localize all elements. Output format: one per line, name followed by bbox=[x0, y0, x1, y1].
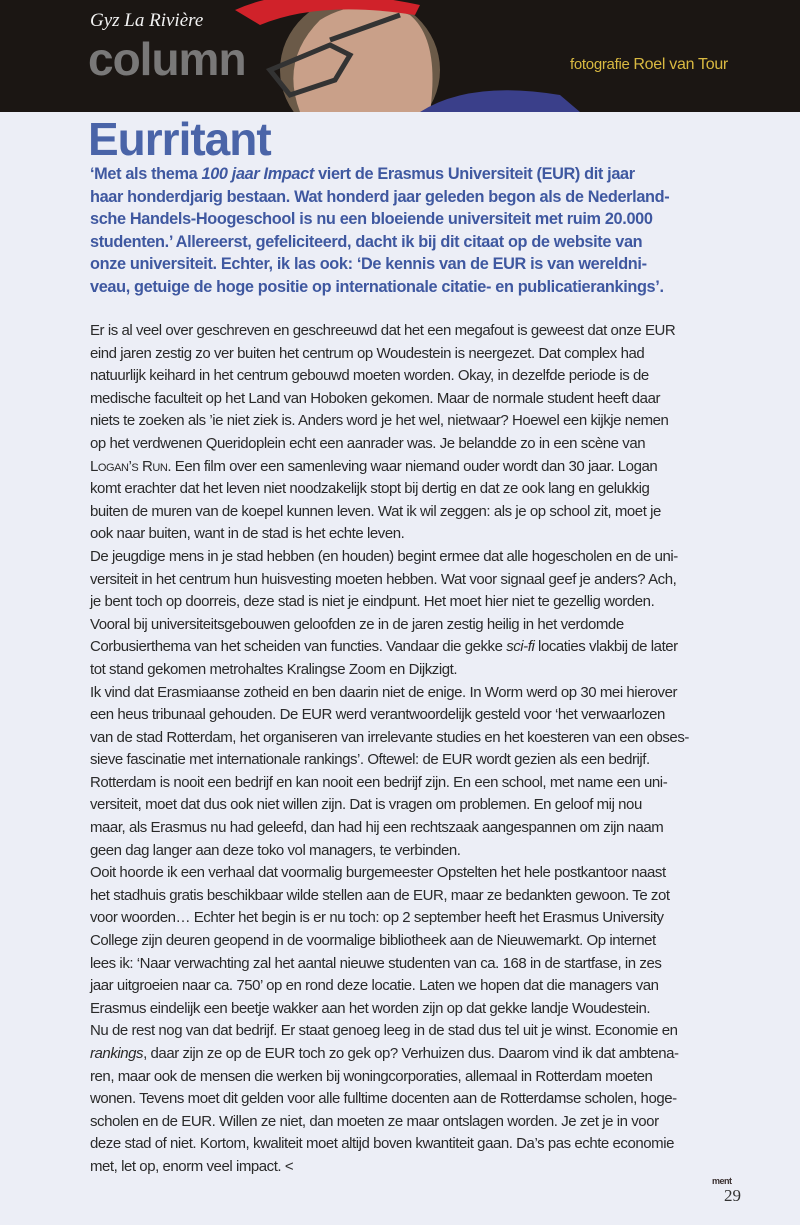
article-title: Eurritant bbox=[88, 113, 271, 165]
text-segment: ‘Met als thema bbox=[90, 165, 202, 183]
text-line bbox=[90, 1020, 689, 1043]
text-line bbox=[90, 546, 689, 569]
text-segment: tot stand gekomen metrohaltes Kralingse Zoom en Dijkzigt. bbox=[90, 660, 458, 678]
text-segment: College zijn deuren geopend in de voormalige bibliotheek aan de Nieuwemarkt. Op internet bbox=[90, 932, 656, 950]
header-photo-banner bbox=[0, 0, 800, 112]
text-line bbox=[90, 885, 689, 908]
text-line bbox=[90, 1133, 689, 1156]
text-line bbox=[90, 614, 689, 637]
italic-text: 100 jaar Impact bbox=[201, 165, 314, 183]
text-line bbox=[90, 1043, 689, 1066]
article-body bbox=[90, 320, 689, 1179]
text-line bbox=[90, 794, 689, 817]
text-segment: voor woorden… Echter het begin is er nu toch: op 2 september heeft het Erasmus University bbox=[90, 909, 664, 927]
text-segment: Vooral bij universiteitsgebouwen geloofden ze in de jaren zestig heilig in het verdomde bbox=[90, 615, 624, 633]
credit-label: fotografie bbox=[570, 56, 630, 73]
text-line bbox=[90, 682, 689, 705]
text-line bbox=[90, 1111, 689, 1134]
text-line bbox=[90, 862, 689, 885]
text-line bbox=[90, 817, 689, 840]
text-segment: wonen. Tevens moet dit gelden voor alle fulltime docenten aan de Rotterdamse scholen, hoge- bbox=[90, 1090, 677, 1108]
text-line bbox=[90, 591, 689, 614]
text-line bbox=[90, 749, 689, 772]
credit-name: Roel van Tour bbox=[633, 56, 728, 73]
text-line bbox=[90, 704, 689, 727]
text-line bbox=[90, 975, 689, 998]
text-segment: versiteit, moet dat dus ook niet willen zijn. Dat is vragen om problemen. En geloof mij nou bbox=[90, 796, 642, 814]
text-line bbox=[90, 208, 669, 231]
text-segment: Nu de rest nog van dat bedrijf. Er staat genoeg leeg in de stad dus tel uit je winst. Economie en bbox=[90, 1022, 678, 1040]
text-line bbox=[90, 456, 689, 479]
text-segment: lees ik: ‘Naar verwachting zal het aantal nieuwe studenten van ca. 168 in de startfase, in zes bbox=[90, 954, 662, 972]
text-segment: haar honderdjarig bestaan. Wat honderd jaar geleden begon als de Nederland- bbox=[90, 187, 670, 206]
text-line bbox=[90, 930, 689, 953]
photo-credit bbox=[570, 56, 728, 74]
text-segment: Rotterdam is nooit een bedrijf en kan nooit een bedrijf zijn. En een school, met name een uni- bbox=[90, 773, 668, 791]
text-segment: locaties vlakbij de later bbox=[534, 638, 678, 656]
text-line bbox=[90, 953, 689, 976]
author-name: Gyz La Rivière bbox=[90, 10, 204, 31]
text-segment: studenten.’ Allereerst, gefeliciteerd, dacht ik bij dit citaat op de website van bbox=[90, 232, 643, 251]
text-segment: viert de Erasmus Universiteit (EUR) dit jaar bbox=[313, 165, 635, 183]
text-line bbox=[90, 998, 689, 1021]
text-line bbox=[90, 659, 689, 682]
text-segment: komt erachter dat het leven niet noodzakelijk stopt bij dertig en dat ze ook lang en gelukkig bbox=[90, 480, 650, 498]
text-line bbox=[90, 253, 669, 276]
text-segment: scholen en de EUR. Willen ze niet, dan moeten ze maar ontslagen worden. Je zet je in voor bbox=[90, 1112, 659, 1130]
text-line bbox=[90, 478, 689, 501]
text-line bbox=[90, 1156, 689, 1179]
text-segment: het stadhuis gratis beschikbaar wilde stellen aan de EUR, maar ze bedankten gewoon. Te zot bbox=[90, 886, 670, 904]
text-segment: Er is al veel over geschreven en geschreeuwd dat het een megafout is geweest dat onze EUR bbox=[90, 322, 676, 339]
italic-text: sci-fi bbox=[506, 638, 535, 656]
text-segment: De jeugdige mens in je stad hebben (en houden) begint ermee dat alle hogescholen en de uni- bbox=[90, 547, 678, 565]
text-line bbox=[90, 433, 689, 456]
text-line bbox=[90, 1066, 689, 1089]
article-lead bbox=[90, 163, 669, 298]
text-line bbox=[90, 410, 689, 433]
text-segment: geen dag langer aan deze toko vol managers, te verbinden. bbox=[90, 841, 461, 859]
text-segment: met, let op, enorm veel impact. < bbox=[90, 1157, 294, 1175]
text-line bbox=[90, 163, 669, 186]
small-caps-text: Logan’s Run bbox=[90, 457, 168, 475]
text-line bbox=[90, 186, 669, 209]
text-segment: een heus tribunaal gehouden. De EUR werd verantwoordelijk gesteld voor ‘het verwaarlozen bbox=[90, 706, 665, 724]
text-line bbox=[90, 320, 689, 343]
text-segment: Ooit hoorde ik een verhaal dat voormalig burgemeester Opstelten het hele postkantoor naast bbox=[90, 864, 666, 882]
text-line bbox=[90, 501, 689, 524]
text-segment: deze stad of niet. Kortom, kwaliteit moet altijd boven kwantiteit gaan. Da’s pas echte economie bbox=[90, 1135, 674, 1153]
text-segment: sieve fascinatie met internationale rankings’. Oftewel: de EUR wordt gezien als een bedrijf. bbox=[90, 751, 650, 769]
text-segment: ook naar buiten, want in de stad is het echte leven. bbox=[90, 525, 405, 543]
text-line bbox=[90, 388, 689, 411]
text-segment: natuurlijk keihard in het centrum gebouwd moeten worden. Okay, in dezelfde periode is de bbox=[90, 367, 649, 385]
text-segment: van de stad Rotterdam, het organiseren van irrelevante studies en het koesteren van een obses- bbox=[90, 728, 689, 746]
text-segment: . Een film over een samenleving waar niemand ouder wordt dan 30 jaar. Logan bbox=[167, 457, 658, 475]
text-segment: buiten de muren van de koepel kunnen leven. Wat ik wil zeggen: als je op school zit, moet je bbox=[90, 502, 661, 520]
text-line bbox=[90, 727, 689, 750]
text-segment: onze universiteit. Echter, ik las ook: ‘De kennis van de EUR is van wereldni- bbox=[90, 255, 647, 273]
text-segment: maar, als Erasmus nu had geleefd, dan had hij een rechtszaak aangespannen om zijn naam bbox=[90, 819, 664, 837]
text-segment: Erasmus eindelijk een beetje wakker aan het worden zijn op dat gekke landje Woudestein. bbox=[90, 999, 651, 1017]
section-label: column bbox=[88, 33, 246, 85]
text-line bbox=[90, 772, 689, 795]
text-line bbox=[90, 907, 689, 930]
text-segment: eind jaren zestig zo ver buiten het centrum op Woudestein is neergezet. Dat complex had bbox=[90, 344, 645, 362]
text-line bbox=[90, 569, 689, 592]
text-line bbox=[90, 343, 689, 366]
text-segment: , daar zijn ze op de EUR toch zo gek op? Verhuizen dus. Daarom vind ik dat ambtena- bbox=[143, 1045, 679, 1062]
text-segment: ren, maar ook de mensen die werken bij woningcorporaties, allemaal in Rotterdam moeten bbox=[90, 1067, 653, 1085]
page-number: 29 bbox=[724, 1186, 741, 1205]
text-line bbox=[90, 636, 689, 659]
magazine-logo: ment bbox=[712, 1176, 732, 1186]
text-segment: sche Handels-Hoogeschool is nu een bloeiende universiteit met ruim 20.000 bbox=[90, 210, 653, 228]
text-line bbox=[90, 231, 669, 254]
text-segment: op het verdwenen Queridoplein echt een aanrader was. Je belandde zo in een scène van bbox=[90, 434, 646, 452]
text-line bbox=[90, 365, 689, 388]
text-line bbox=[90, 523, 689, 546]
text-line bbox=[90, 840, 689, 863]
text-segment: Ik vind dat Erasmiaanse zotheid en ben daarin niet de enige. In Worm werd op 30 mei hierover bbox=[90, 683, 678, 701]
text-segment: je bent toch op doorreis, deze stad is niet je eindpunt. Het moet hier niet te gezellig worden. bbox=[90, 593, 655, 611]
text-line bbox=[90, 1088, 689, 1111]
text-segment: jaar uitgroeien naar ca. 750’ op en rond deze locatie. Laten we hopen dat die managers van bbox=[90, 977, 659, 995]
text-segment: niets te zoeken als ’ie niet ziek is. Anders word je het wel, nietwaar? Hoewel een kijkje nemen bbox=[90, 412, 669, 430]
text-line bbox=[90, 276, 669, 299]
italic-text: rankings bbox=[90, 1045, 144, 1062]
text-segment: veau, getuige de hoge positie op internationale citatie- en publicatierankings’. bbox=[90, 277, 664, 296]
text-segment: Corbusierthema van het scheiden van functies. Vandaar die gekke bbox=[90, 638, 507, 656]
text-segment: medische faculteit op het Land van Hoboken gekomen. Maar de normale student heeft daar bbox=[90, 389, 661, 407]
text-segment: versiteit in het centrum hun huisvesting moeten hebben. Wat voor signaal geef je anders? Ach, bbox=[90, 570, 677, 588]
